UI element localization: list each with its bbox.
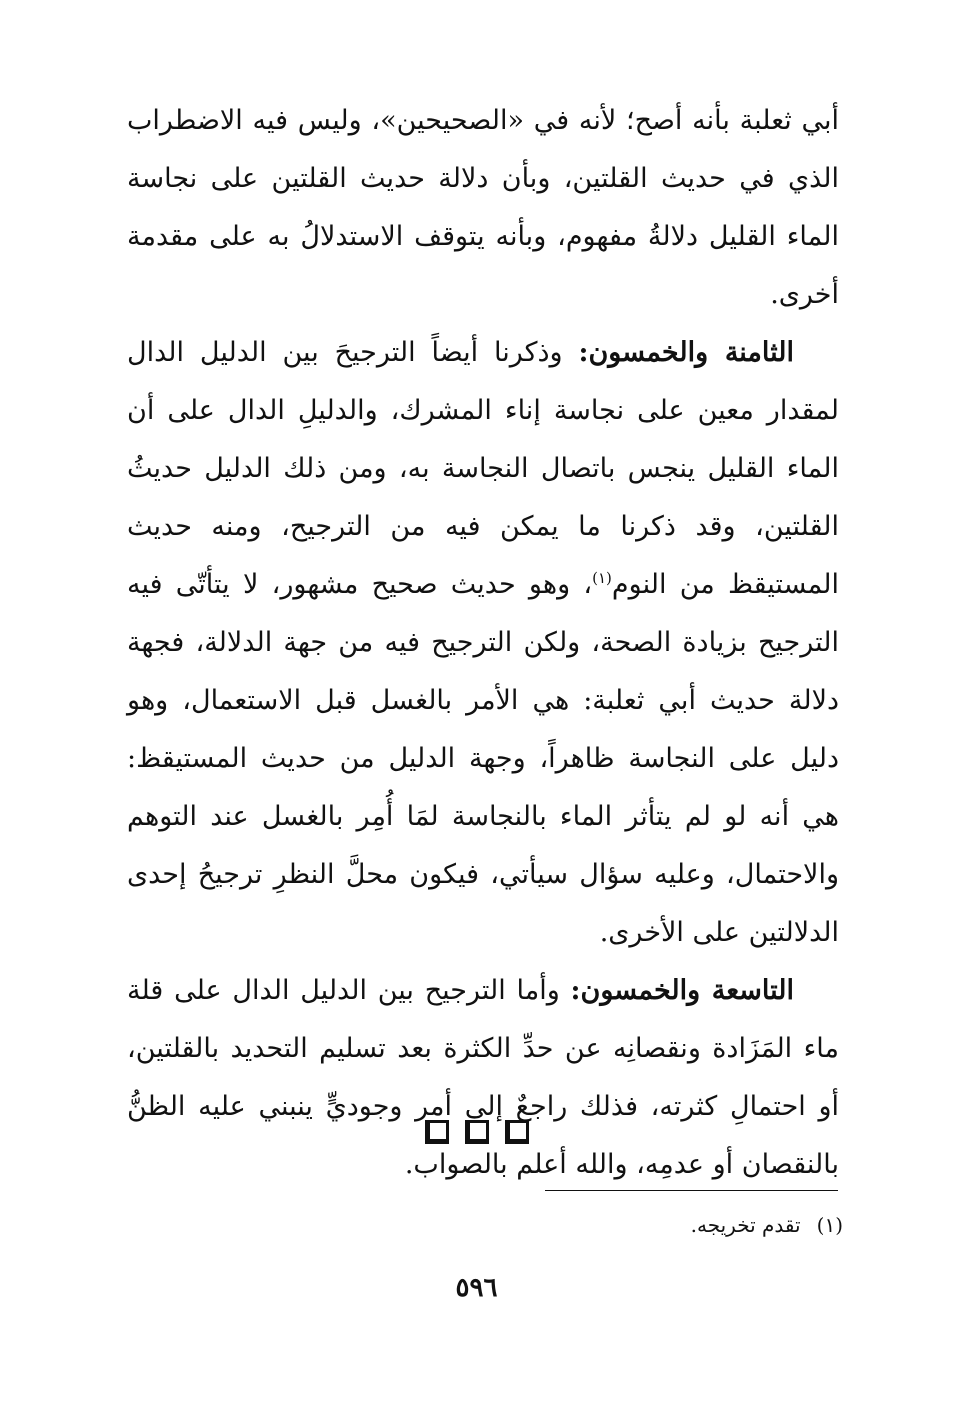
- paragraph-3-lead: التاسعة والخمسون:: [570, 975, 794, 1006]
- square-ornament-icon: [425, 1120, 449, 1144]
- footnote: [443, 1208, 843, 1242]
- footnote-divider: [545, 1190, 838, 1191]
- paragraph-3-text: وأما الترجيح بين الدليل الدال على قلة ماء المَزَادة ونقصانِه عن حدِّ الكثرة بعد تسليم التحديد بالقلتين، أو احتمالِ كثرته، فذلك راجعٌ إلى أمر وجوديٍّ ينبني عليه الظنُّ بالنقصان أو عدمِه، والله أعلم بالصواب.: [127, 975, 839, 1180]
- square-ornament-icon: [465, 1120, 489, 1144]
- paragraph-1: [127, 92, 839, 324]
- paragraph-2-text-before-note: وذكرنا أيضاً الترجيحَ بين الدليل الدال لمقدار معين على نجاسة إناء المشرك، والدليلِ الدال على أن الماء القليل ينجس باتصال النجاسة به، ومن ذلك الدليل حديثُ القلتين، وقد ذكرنا ما يمكن فيه من الترجيح، ومنه حديث المستيقظ من النوم: [127, 337, 839, 600]
- footnote-text: تقدم تخريجه.: [690, 1213, 801, 1237]
- page-number: ٥٩٦: [455, 1273, 498, 1303]
- paragraph-2: [127, 324, 839, 962]
- square-ornament-icon: [505, 1120, 529, 1144]
- paragraph-2-text-after-note: ، وهو حديث صحيح مشهور، لا يتأتّى فيه الترجيح بزيادة الصحة، ولكن الترجيح فيه من جهة الدلالة، فجهة دلالة حديث أبي ثعلبة: هي الأمر بالغسل قبل الاستعمال، وهو دليل على النجاسة ظاهراً، وجهة الدليل من حديث المستيقظ: هي أنه لو لم يتأثر الماء بالنجاسة لمَا أُمِر بالغسل عند التوهم والاحتمال، وعليه سؤال سيأتي، فيكون محلَّ النظرِ ترجيحُ إحدى الدلالتين على الأخرى.: [127, 569, 839, 948]
- main-text: [127, 92, 839, 1194]
- section-end-ornament: [0, 1120, 953, 1150]
- footnote-reference: (١): [592, 569, 612, 587]
- paragraph-2-lead: الثامنة والخمسون:: [578, 337, 795, 368]
- paragraph-1-text: أبي ثعلبة بأنه أصح؛ لأنه في «الصحيحين»، وليس فيه الاضطراب الذي في حديث القلتين، وبأن دلالة حديث القلتين على نجاسة الماء القليل دلالةُ مفهوم، وبأنه يتوقف الاستدلالُ به على مقدمة أخرى.: [127, 105, 839, 310]
- footnote-number: (١): [816, 1213, 843, 1237]
- paragraph-3: [127, 962, 839, 1194]
